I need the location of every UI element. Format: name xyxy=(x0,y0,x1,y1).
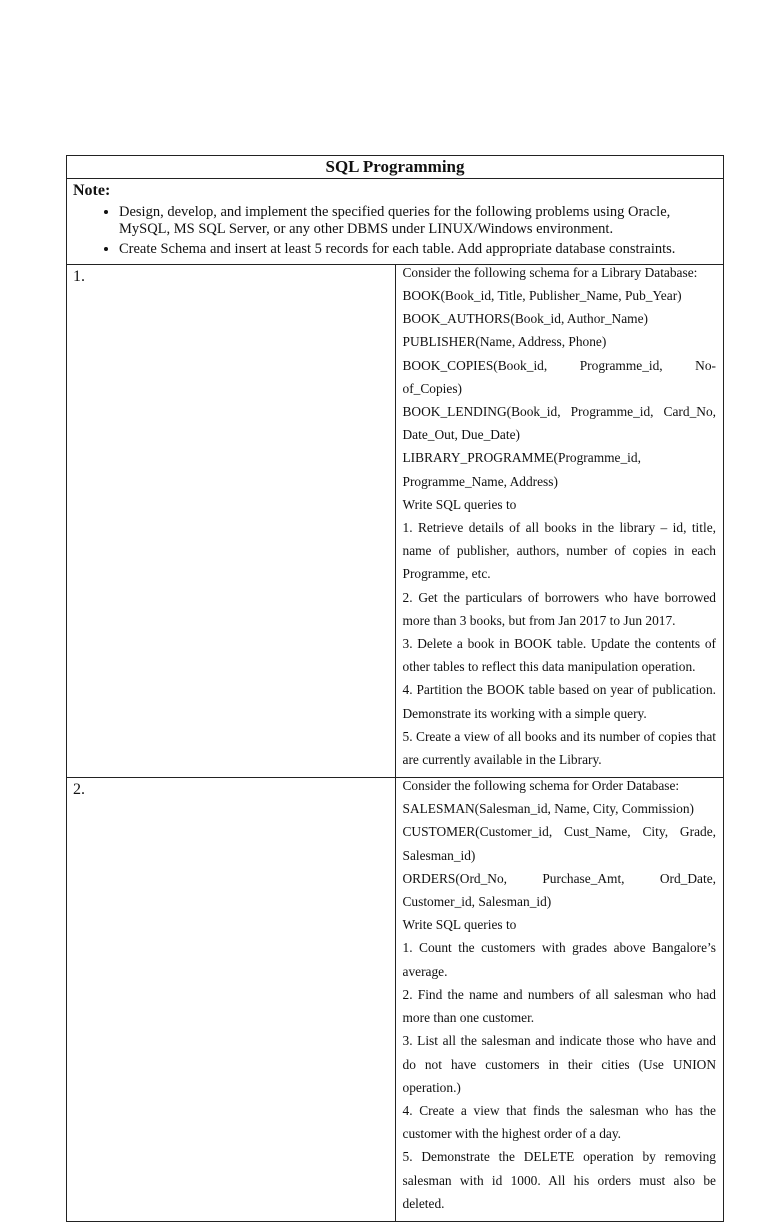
schema-line: BOOK_LENDING(Book_id, Programme_id, Card_No, Date_Out, Due_Date) xyxy=(402,404,716,443)
document-title: SQL Programming xyxy=(67,156,724,179)
schema-line: PUBLISHER(Name, Address, Phone) xyxy=(402,334,607,350)
problem-row-1 xyxy=(67,265,724,778)
query-item: 3. List all the salesman and indicate those who have and do not have customers in their cities (Use UNION operation.) xyxy=(402,1033,716,1095)
schema-line: BOOK(Book_id, Title, Publisher_Name, Pub_Year) xyxy=(402,288,682,303)
title-row xyxy=(67,156,724,179)
problem-body xyxy=(395,778,724,1222)
schema-line: CUSTOMER(Customer_id, Cust_Name, City, Grade, Salesman_id) xyxy=(402,824,716,863)
problem-number: 2. xyxy=(67,778,396,1222)
query-item: 5. Create a view of all books and its number of copies that are currently available in the Library. xyxy=(402,728,716,768)
note-row xyxy=(67,179,724,265)
query-item: 4. Partition the BOOK table based on year of publication. Demonstrate its working with a simple query. xyxy=(402,682,716,721)
query-item: 3. Delete a book in BOOK table. Update the contents of other tables to reflect this data manipulation operation. xyxy=(402,636,716,675)
query-item: 1. Retrieve details of all books in the library – id, title, name of publisher, authors, number of copies in each Programme, etc. xyxy=(402,520,716,582)
queries-heading: Write SQL queries to xyxy=(402,496,517,512)
note-section xyxy=(67,179,724,265)
query-item: 4. Create a view that finds the salesman who has the customer with the highest order of a day. xyxy=(402,1102,716,1142)
schema-line: SALESMAN(Salesman_id, Name, City, Commission) xyxy=(402,801,694,817)
note-item: • Design, develop, and implement the specified queries for the following problems using Oracle, MySQL, MS SQL Server, or any other DBMS under LINUX/Windows environment. xyxy=(119,204,715,238)
query-item: 2. Find the name and numbers of all salesman who had more than one customer. xyxy=(402,986,716,1026)
problem-intro: Consider the following schema for Order Database: xyxy=(402,778,680,794)
queries-heading: Write SQL queries to xyxy=(402,917,517,933)
problem-body xyxy=(395,265,724,778)
schema-line: BOOK_COPIES(Book_id, Programme_id, No-of_Copies) xyxy=(402,357,716,396)
query-item: 1. Count the customers with grades above Bangalore’s average. xyxy=(402,940,716,979)
schema-line: BOOK_AUTHORS(Book_id, Author_Name) xyxy=(402,311,648,327)
note-item: • Create Schema and insert at least 5 records for each table. Add appropriate database constraints. xyxy=(119,241,715,258)
problem-intro: Consider the following schema for a Library Database: xyxy=(402,265,698,280)
lab-program-table xyxy=(66,155,724,1222)
schema-line: ORDERS(Ord_No, Purchase_Amt, Ord_Date, Customer_id, Salesman_id) xyxy=(402,870,716,910)
problem-row-2 xyxy=(67,778,724,1222)
problem-number: 1. xyxy=(67,265,396,778)
schema-line: LIBRARY_PROGRAMME(Programme_id, Programme_Name, Address) xyxy=(402,450,641,489)
note-list xyxy=(73,204,715,258)
note-heading: Note: xyxy=(73,182,111,199)
query-item: 5. Demonstrate the DELETE operation by removing salesman with id 1000. All his orders must also be deleted. xyxy=(402,1149,716,1211)
query-item: 2. Get the particulars of borrowers who have borrowed more than 3 books, but from Jan 2017 to Jun 2017. xyxy=(402,589,716,628)
